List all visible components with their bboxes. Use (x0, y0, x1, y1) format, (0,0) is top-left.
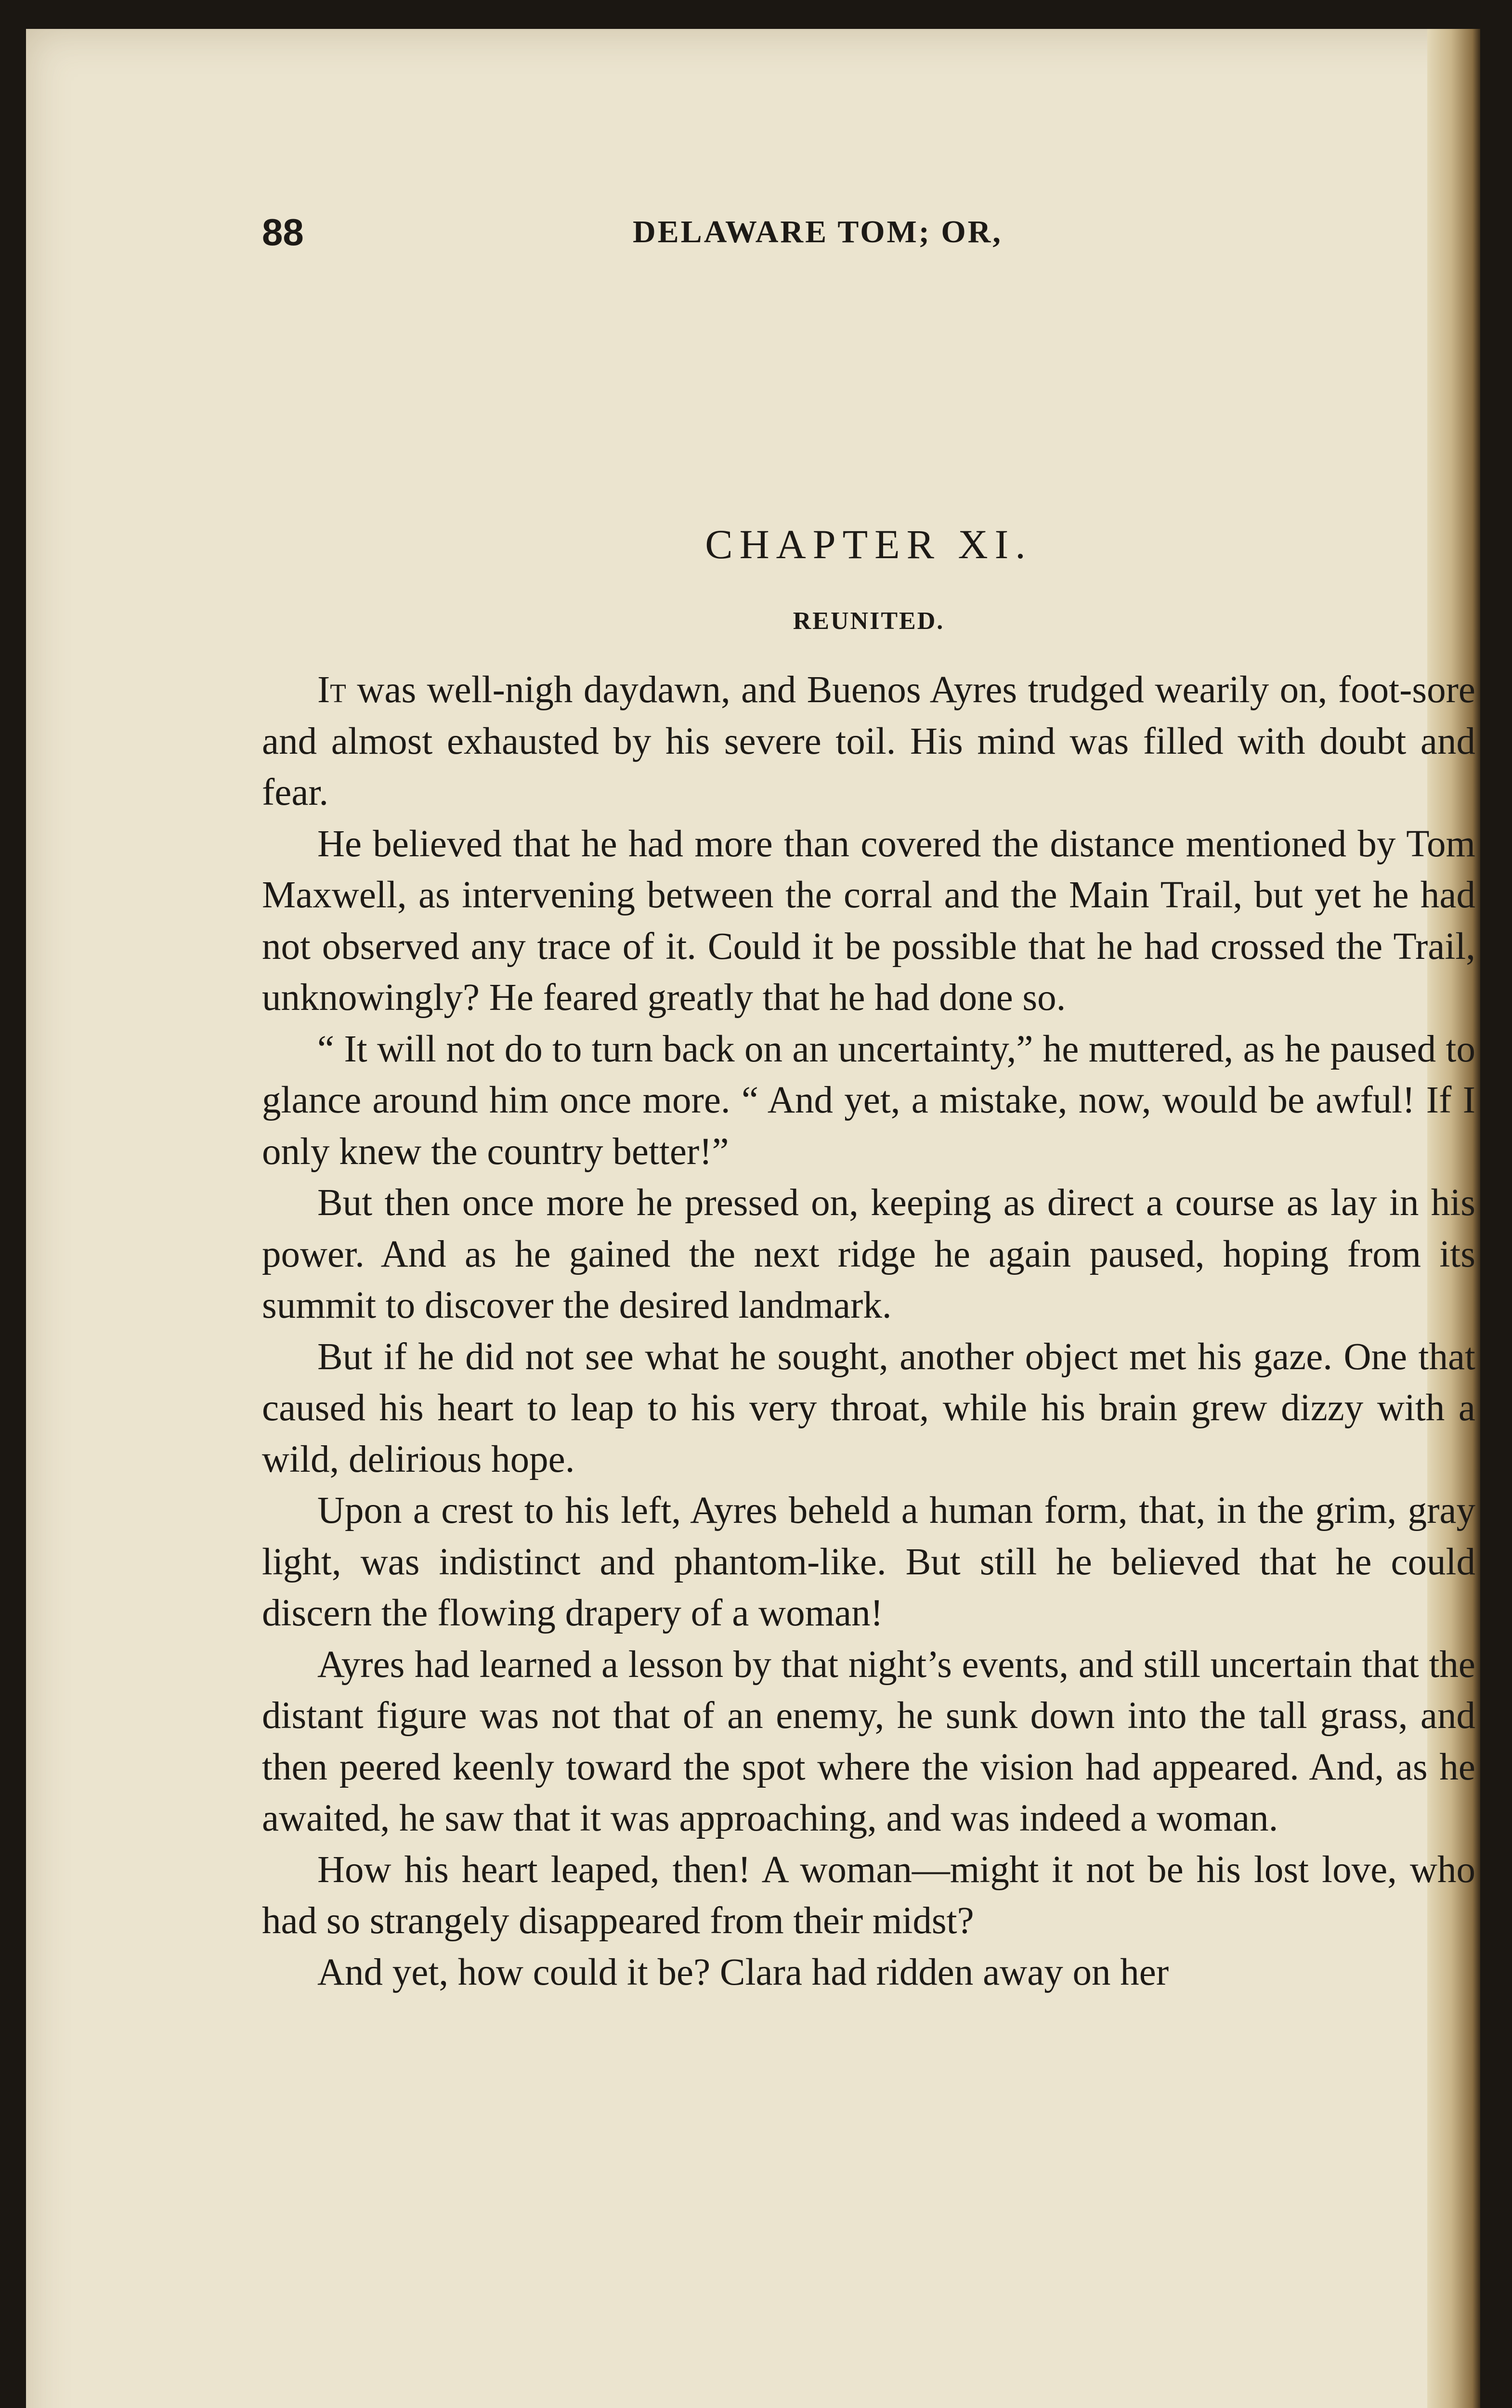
paragraph: Upon a crest to his left, Ayres beheld a human form, that, in the grim, gray light, was indistinct and phantom-like. But still he believed that he could discern the flowing drapery of a woman! (262, 1490, 1475, 1634)
paragraph: But then once more he pressed on, keeping as direct a course as lay in his power. And as he gained the next ridge he again paused, hoping from its summit to discover the desired landmark. (262, 1182, 1475, 1326)
page-header (262, 203, 1475, 261)
paragraph (262, 665, 1475, 819)
paragraph: Ayres had learned a lesson by that night’s events, and still uncertain that the distant figure was not that of an enemy, he sunk down into the tall grass, and then peered keenly toward the spot where the vision had appeared. And, as he awaited, he saw that it was approaching, and was indeed a woman. (262, 1643, 1475, 1839)
chapter-subtitle: REUNITED. (793, 607, 945, 635)
paragraph: But if he did not see what he sought, another object met his gaze. One that caused his heart to leap to his very throat, while his brain grew dizzy with a wild, delirious hope. (262, 1335, 1475, 1480)
paragraph: How his heart leaped, then! A woman—might it not be his lost love, who had so strangely disappeared from their midst? (262, 1848, 1475, 1942)
paragraph-text: was well-nigh daydawn, and Buenos Ayres trudged wearily on, foot-sore and almost exhausted by his severe toil. His mind was filled with doubt and fear. (262, 669, 1475, 813)
paragraph: He believed that he had more than covered the distance mentioned by Tom Maxwell, as intervening between the corral and the Main Trail, but yet he had not observed any trace of it. Could it be possible that he had crossed the Trail, unknowingly? He feared greatly that he had done so. (262, 823, 1475, 1019)
chapter-title: CHAPTER XI. (705, 521, 1032, 567)
page-number: 88 (262, 211, 304, 253)
book-page (26, 29, 1480, 2408)
paragraph: And yet, how could it be? Clara had ridden away on her (317, 1951, 1169, 1993)
body-text (262, 665, 1475, 1998)
running-head: DELAWARE TOM; OR, (633, 214, 1003, 249)
drop-word: It (317, 669, 346, 711)
paragraph: “ It will not do to turn back on an uncertainty,” he muttered, as he paused to glance around him once more. “ And yet, a mistake, now, would be awful! If I only knew the country better!” (262, 1028, 1475, 1173)
